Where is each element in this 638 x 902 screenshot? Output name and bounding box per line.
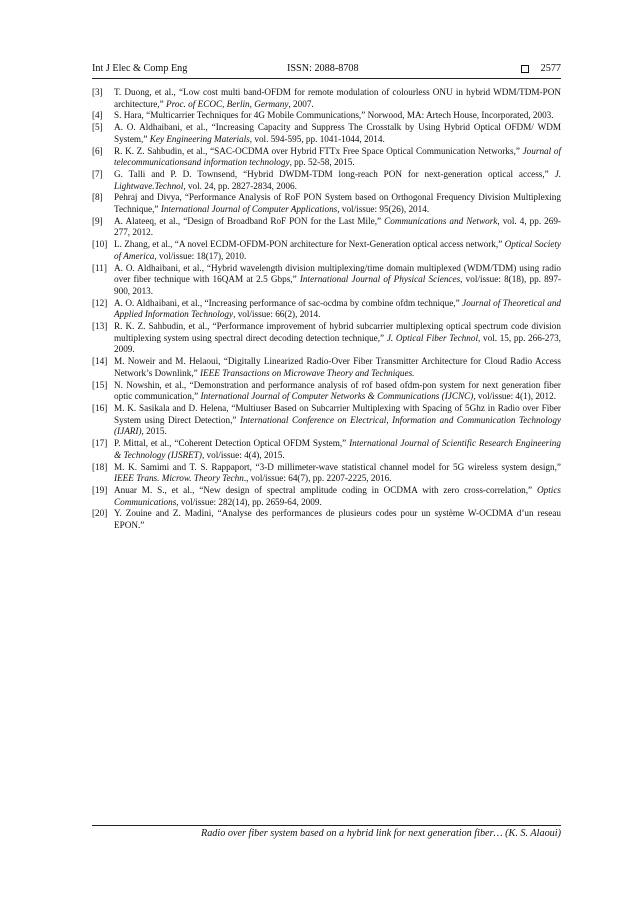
reference-item <box>92 462 561 485</box>
reference-source: Journal of Theoretical and Applied Information Technology <box>114 297 562 320</box>
header-right <box>521 62 561 76</box>
reference-text <box>114 356 561 379</box>
reference-segment: Y. Zouine and Z. Madini, “Analyse des performances de plusieurs codes pour un système W-OCDMA d’un reseau EPON.” <box>114 508 561 531</box>
reference-segment: M. K. Samimi and T. S. Rappaport, “3-D millimeter-wave statistical channel model for 5G wireless system design,” <box>114 461 561 472</box>
reference-segment: , vol/issue: 66(2), 2014. <box>233 309 321 320</box>
reference-segment: , pp. 52-58, 2015. <box>289 157 355 168</box>
reference-source: IEEE Trans. Microw. Theory Techn <box>114 473 244 484</box>
page-number: 2577 <box>540 63 561 74</box>
reference-number: [9] <box>92 215 103 226</box>
reference-text <box>114 110 561 122</box>
reference-segment: S. Hara, “Multicarrier Techniques for 4G Mobile Communications,” Norwood, MA: Artech House, Incorporated, 2003. <box>114 110 554 121</box>
reference-source: International Journal of Physical Sciences <box>299 274 461 285</box>
reference-text <box>114 298 561 321</box>
reference-number: [19] <box>92 484 108 495</box>
reference-item <box>92 110 561 122</box>
reference-item <box>92 122 561 145</box>
reference-item <box>92 239 561 262</box>
reference-text <box>114 508 561 531</box>
reference-segment: A. O. Aldhaibani, et al., “Increasing Capacity and Suppress The Crosstalk by Using Hybrid Optical OFDM/ WDM System,” <box>114 122 561 144</box>
reference-segment: N. Nowshin, et al., “Demonstration and performance analysis of rof based ofdm-pon system for next generation fiber optic communication,” <box>114 379 561 402</box>
reference-text <box>114 192 561 215</box>
reference-source: IEEE Transactions on Microwave Theory and Techniques. <box>200 367 415 378</box>
reference-item <box>92 403 561 438</box>
footer-rule <box>92 825 561 826</box>
reference-text <box>114 169 561 192</box>
reference-segment: , vol. 15, pp. 266-273, 2009. <box>114 332 561 355</box>
reference-item <box>92 169 561 192</box>
header-rule <box>92 78 561 79</box>
reference-text <box>114 239 561 262</box>
issn: ISSN: 2088-8708 <box>287 63 359 74</box>
reference-source: Optical Society of America <box>114 239 561 261</box>
reference-number: [10] <box>92 239 108 250</box>
reference-item <box>92 192 561 215</box>
reference-source: Key Engineering Materials <box>149 133 250 144</box>
reference-source: J. Lightwave.Technol, <box>114 168 561 191</box>
reference-source: Proc. of ECOC, Berlin, Germany <box>166 98 289 109</box>
reference-text <box>114 403 561 438</box>
reference-item <box>92 485 561 508</box>
reference-segment: R. K. Z. Sahbudin, et al., “SAC-OCDMA over Hybrid FTTx Free Space Optical Communication Networks,” <box>114 145 523 156</box>
reference-text <box>114 146 561 169</box>
reference-source: International Journal of Computer Applications <box>160 204 338 215</box>
reference-text <box>114 216 561 239</box>
reference-segment: ., vol/issue: 64(7), pp. 2207-2225, 2016. <box>243 473 392 484</box>
reference-source: J. Optical Fiber Technol <box>386 332 478 343</box>
reference-segment: Pehraj and Divya, “Performance Analysis of RoF PON System based on Orthogonal Frequency Division Multiplexing Technique,” <box>114 192 561 215</box>
reference-segment: A. Alateeq, et al., “Design of Broadband RoF PON for the Last Mile,” <box>114 215 385 226</box>
reference-segment: , vol/issue: 4(1), 2012. <box>473 391 556 402</box>
reference-number: [4] <box>92 110 103 121</box>
reference-number: [18] <box>92 461 108 472</box>
reference-text <box>114 263 561 298</box>
reference-segment: , 2007. <box>288 98 314 109</box>
reference-segment: M. K. Sasikala and D. Helena, “Multiuser Based on Subcarrier Multiplexing with Spacing of 5Ghz in Radio over Fiber System using Direct Detection,” <box>114 402 561 425</box>
reference-segment: , 2015. <box>141 426 167 437</box>
reference-segment: R. K. Z. Sahbudin, et al., “Performance improvement of hybrid subcarrier multiplexing optical spectrum code division multiplexing system using spectral direct decoding detection technique,” <box>114 321 561 343</box>
reference-segment: A. O. Aldhaibani, et al., “Increasing performance of sac-ocdma by combine ofdm technique,” <box>114 297 463 308</box>
reference-text <box>114 485 561 508</box>
reference-text <box>114 122 561 145</box>
reference-segment: P. Mittal, et al., “Coherent Detection Optical OFDM System,” <box>114 438 350 449</box>
reference-list <box>92 87 561 532</box>
journal-name: Int J Elec & Comp Eng <box>92 63 188 74</box>
reference-segment: , vol/issue: 4(4), 2015. <box>201 449 285 460</box>
reference-number: [7] <box>92 168 103 179</box>
reference-number: [8] <box>92 192 103 203</box>
reference-source: International Journal of Scientific Research Engineering & Technology (IJSRET) <box>114 438 561 460</box>
reference-text <box>114 87 561 110</box>
reference-segment: L. Zhang, et al., “A novel ECDM-OFDM-PON architecture for Next-Generation optical access network,” <box>114 239 505 250</box>
reference-number: [15] <box>92 379 108 390</box>
reference-segment: , vol. 594-595, pp. 1041-1044, 2014. <box>249 133 385 144</box>
reference-source: Communications and Network <box>384 215 498 226</box>
running-title: Radio over fiber system based on a hybrid link for next generation fiber… (K. S. Alaoui) <box>200 828 561 839</box>
reference-number: [13] <box>92 321 108 332</box>
reference-segment: A. O. Aldhaibani, et al., “Hybrid wavelength division multiplexing/time domain multiplexed (WDM/TDM) using radio over fiber technique with 16QAM at 2.5 Gbps,” <box>114 262 561 285</box>
reference-segment: , vol/issue: 18(17), 2010. <box>154 250 247 261</box>
reference-text <box>114 321 561 356</box>
reference-segment: , vol. 4, pp. 269-277, 2012. <box>114 215 561 238</box>
reference-source: International Conference on Electrical, Information and Communication Technology (IJARI) <box>114 414 561 437</box>
reference-segment: M. Noweir and M. Helaoui, “Digitally Linearized Radio-Over Fiber Transmitter Architecture for Cloud Radio Access Network’s Downlink,” <box>114 356 561 378</box>
reference-segment: G. Talli and P. D. Townsend, “Hybrid DWDM-TDM long-reach PON for next-generation optical access,” <box>114 168 555 179</box>
reference-number: [12] <box>92 297 108 308</box>
reference-item <box>92 146 561 169</box>
reference-item <box>92 438 561 461</box>
reference-number: [20] <box>92 508 108 519</box>
reference-segment: , vol/issue: 95(26), 2014. <box>337 204 430 215</box>
reference-number: [6] <box>92 145 103 156</box>
reference-text <box>114 438 561 461</box>
reference-segment: Anuar M. S., et al., “New design of spectral amplitude coding in OCDMA with zero cross-correlation,” <box>114 484 537 495</box>
reference-item <box>92 321 561 356</box>
reference-number: [16] <box>92 402 108 413</box>
reference-text <box>114 462 561 485</box>
reference-item <box>92 298 561 321</box>
page-header <box>92 62 561 76</box>
reference-number: [3] <box>92 87 103 97</box>
reference-source: Journal of telecommunicationsand information technology <box>114 145 561 168</box>
reference-segment: T. Duong, et al., “Low cost multi band-OFDM for remote modulation of colourless ONU in hybrid WDM/TDM-PON architecture,” <box>114 87 561 109</box>
reference-item <box>92 263 561 298</box>
reference-item <box>92 508 561 531</box>
reference-segment: , vol/issue: 8(18), pp. 897-900, 2013. <box>114 274 562 296</box>
reference-item <box>92 87 561 110</box>
square-outline-icon <box>521 65 529 73</box>
reference-item <box>92 216 561 239</box>
reference-number: [5] <box>92 122 103 133</box>
reference-source: International Journal of Computer Networks & Communications (IJCNC) <box>200 391 474 402</box>
reference-item <box>92 356 561 379</box>
reference-number: [17] <box>92 438 108 449</box>
reference-source: Optics Communications <box>114 484 561 507</box>
reference-number: [11] <box>92 262 107 273</box>
reference-text <box>114 380 561 403</box>
reference-segment: , vol/issue: 282(14), pp. 2659-64, 2009. <box>176 496 322 507</box>
reference-number: [14] <box>92 356 108 367</box>
reference-segment: vol. 24, pp. 2827-2834, 2006. <box>185 180 297 191</box>
reference-item <box>92 380 561 403</box>
